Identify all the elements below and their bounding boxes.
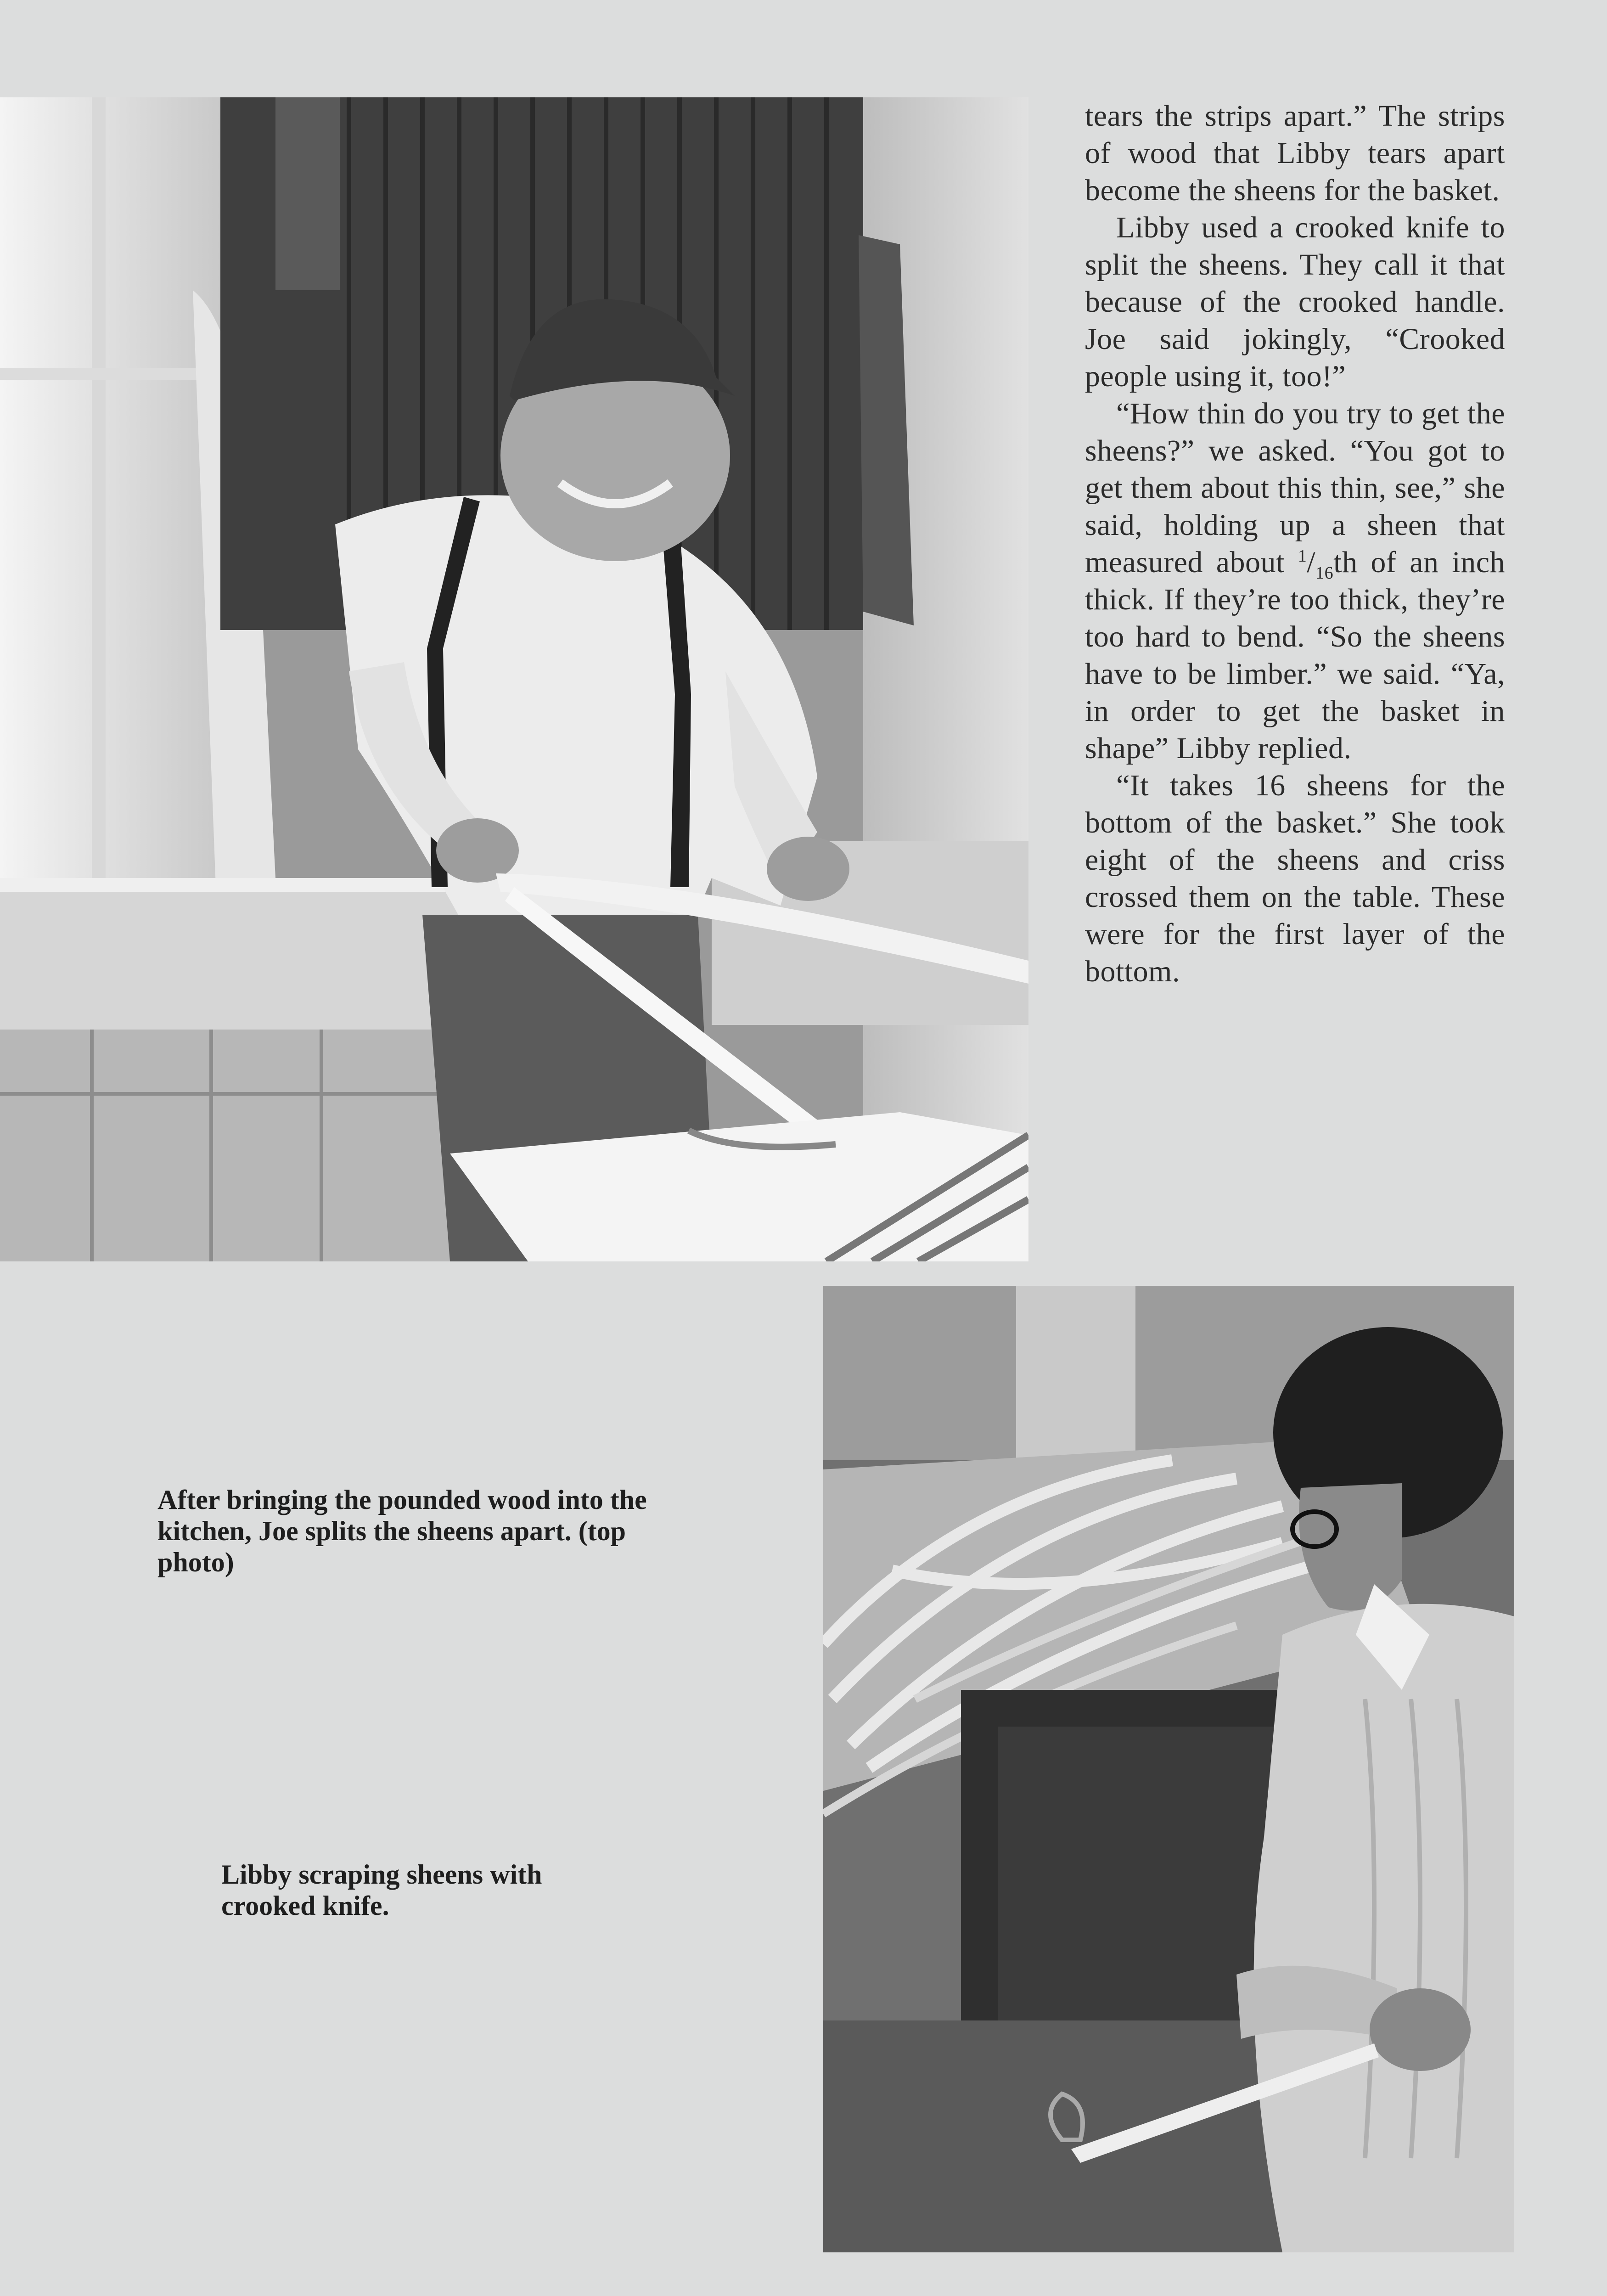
paragraph-4: “It takes 16 sheens for the bottom of the basket.” She took eight of the sheens and criss crossed them on the table. These were for the first layer of the bottom. bbox=[1085, 769, 1505, 988]
photo-joe-illustration bbox=[0, 97, 1028, 1261]
photo-libby-scraping-sheens bbox=[823, 1286, 1514, 2252]
photo-joe-splitting-sheens bbox=[0, 97, 1028, 1261]
fraction-numerator: 1 bbox=[1298, 546, 1307, 566]
article-body bbox=[1085, 97, 1505, 990]
fraction-denominator: 16 bbox=[1315, 563, 1334, 583]
fraction-slash: / bbox=[1307, 546, 1316, 579]
photo-libby-illustration bbox=[823, 1286, 1514, 2252]
paragraph-3-text: “How thin do you try to get the sheens?” we asked. “You got to get them about this thin, see,” she said, holding up a sheen that measured about bbox=[1085, 397, 1505, 579]
paragraph-1: tears the strips apart.” The strips of wood that Libby tears apart become the sheens for the basket. bbox=[1085, 99, 1505, 207]
paragraph-3 bbox=[1085, 395, 1505, 767]
caption-top-photo: After bringing the pounded wood into the kitchen, Joe splits the sheens apart. (top photo) bbox=[157, 1485, 647, 1577]
paragraph-2: Libby used a crooked knife to split the sheens. They call it that because of the crooked handle. Joe said jokingly, “Crooked people using it, too!” bbox=[1085, 211, 1505, 393]
caption-bottom-photo: Libby scraping sheens with crooked knife. bbox=[221, 1859, 542, 1921]
paragraph-3-continued: th of an inch thick. If they’re too thick, they’re too hard to bend. “So the sheens have to be limber.” we said. “Ya, in order to get the basket in shape” Libby replied. bbox=[1085, 546, 1506, 765]
